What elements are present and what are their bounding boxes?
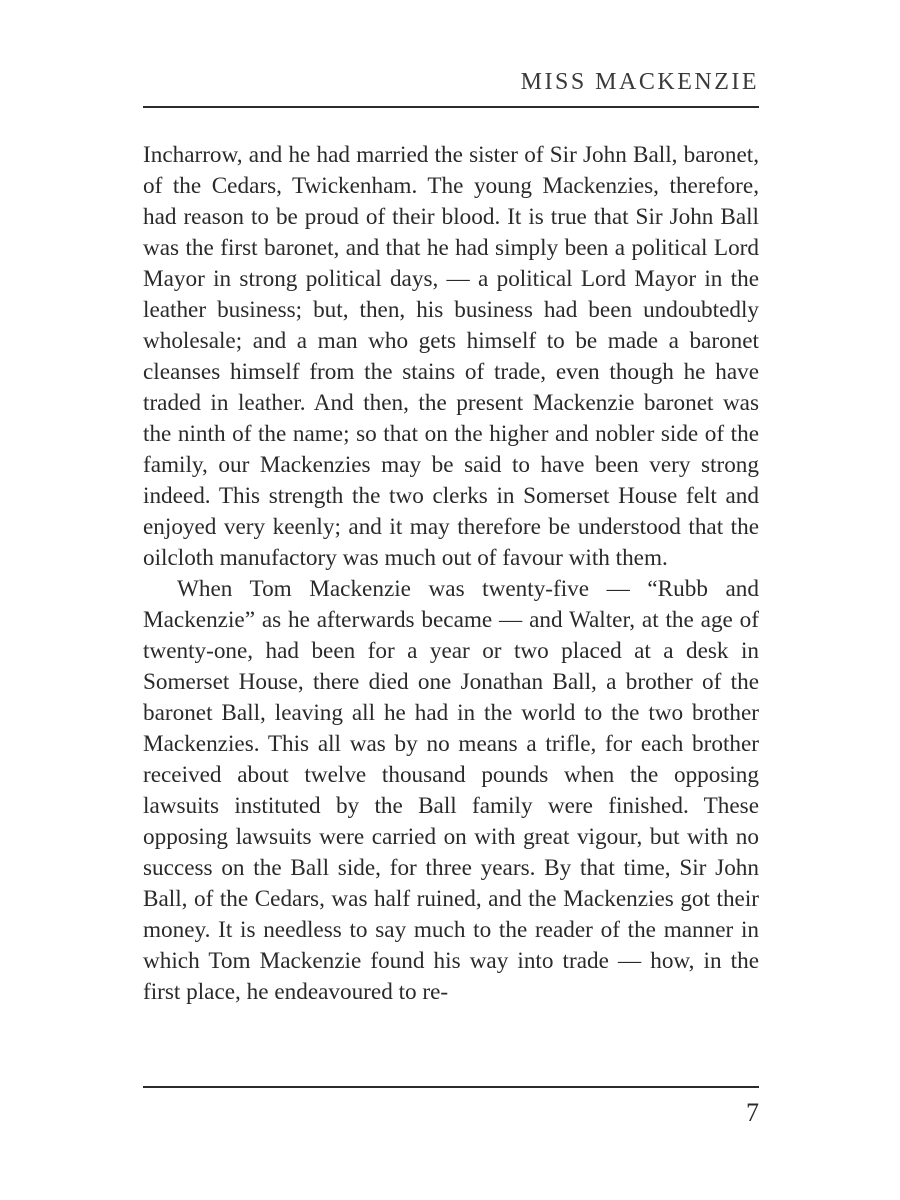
- page-body: [143, 140, 759, 1008]
- paragraph-1: Incharrow, and he had married the sister of Sir John Ball, baronet, of the Cedars, Twickenham. The young Mackenzies, therefore, had reason to be proud of their blood. It is true that Sir John Ball was the first baronet, and that he had simply been a political Lord Mayor in strong political days, — a political Lord Mayor in the leather business; but, then, his business had been undoubtedly wholesale; and a man who gets himself to be made a baronet cleanses himself from the stains of trade, even though he have traded in leather. And then, the present Mackenzie baronet was the ninth of the name; so that on the higher and nobler side of the family, our Mackenzies may be said to have been very strong indeed. This strength the two clerks in Somerset House felt and enjoyed very keenly; and it may therefore be understood that the oilcloth manufactory was much out of favour with them.: [143, 142, 759, 571]
- footer-rule: [143, 1086, 759, 1088]
- header-rule: [143, 106, 759, 108]
- page-number: 7: [746, 1098, 759, 1127]
- running-head: MISS MACKENZIE: [520, 69, 759, 95]
- paragraph-2: When Tom Mackenzie was twenty-five — “Rubb and Mackenzie” as he afterwards became — and Walter, at the age of twenty-one, had been for a year or two placed at a desk in Somerset House, there died one Jonathan Ball, a brother of the baronet Ball, leaving all he had in the world to the two brother Mackenzies. This all was by no means a trifle, for each brother received about twelve thousand pounds when the opposing lawsuits instituted by the Ball family were finished. These opposing lawsuits were carried on with great vigour, but with no success on the Ball side, for three years. By that time, Sir John Ball, of the Cedars, was half ruined, and the Mackenzies got their money. It is needless to say much to the reader of the manner in which Tom Mackenzie found his way into trade — how, in the first place, he endeavoured to re-: [143, 576, 759, 1005]
